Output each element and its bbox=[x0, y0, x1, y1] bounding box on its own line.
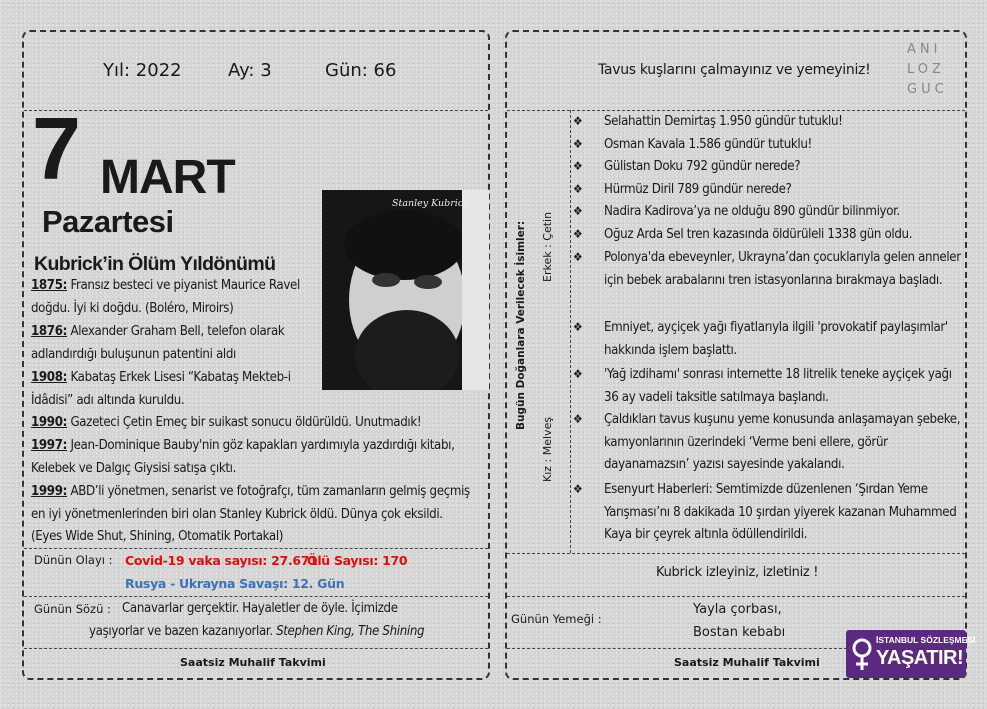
footer-left: Saatsiz Muhalif Takvimi bbox=[180, 656, 326, 669]
news-item: Polonya'da ebeveynler, Ukrayna’dan çocuklarıyla gelen anneler için bebek arabalarını tren istasyonlarına bırakmaya başladı. bbox=[604, 250, 961, 288]
istanbul-convention-badge bbox=[846, 630, 976, 678]
month-name: MART bbox=[100, 151, 235, 204]
day-event-label: Dünün Olayı : bbox=[34, 553, 113, 567]
history-item: 1908: Kabataş Erkek Lisesi “Kabataş Mekteb-i İdâdisi” adı altında kuruldu. bbox=[31, 370, 291, 408]
year-label: Yıl: 2022 bbox=[103, 60, 182, 81]
divider bbox=[507, 553, 965, 554]
month-label: Ay: 3 bbox=[228, 60, 272, 81]
meal-main: Bostan kebabı bbox=[693, 625, 786, 640]
bullet-icon: ❖ bbox=[573, 367, 583, 381]
news-item: Selahattin Demirtaş 1.950 gündür tutuklu! bbox=[604, 114, 843, 129]
photo-caption: Stanley Kubrick bbox=[392, 198, 469, 209]
history-item: 1875: Fransız besteci ve piyanist Maurice Ravel doğdu. İyi ki doğdu. (Boléro, Miroirs) bbox=[31, 278, 300, 316]
divider bbox=[24, 110, 488, 111]
female-symbol-icon bbox=[850, 637, 874, 673]
history-item: 1876: Alexander Graham Bell, telefon olarak adlandırdığı buluşunun patentini aldı bbox=[31, 324, 285, 362]
news-item: Nadira Kadirova’ya ne olduğu 890 gündür bilinmiyor. bbox=[604, 204, 900, 219]
bullet-icon: ❖ bbox=[573, 114, 583, 128]
news-item: Esenyurt Haberleri: Semtimizde düzenlenen ‘Şırdan Yeme Yarışması’nı 8 dakikada 10 şırdan yiyerek kazanan Muhammed Kaya bir çeyrek altınla ödüllendirildi. bbox=[604, 482, 957, 542]
top-slogan: Tavus kuşlarını çalmayınız ve yemeyiniz! bbox=[598, 62, 871, 78]
news-item: Emniyet, ayçiçek yağı fiyatlarıyla ilgili 'provokatif paylaşımlar' hakkında işlem başlattı. bbox=[604, 320, 948, 358]
quote-line-2: yaşıyorlar ve bazen kazanıyorlar. Stephen King, The Shining bbox=[89, 624, 425, 639]
bullet-icon: ❖ bbox=[573, 412, 583, 426]
event-title: Kubrick’in Ölüm Yıldönümü bbox=[34, 253, 276, 275]
news-item: Osman Kavala 1.586 gündür tutuklu! bbox=[604, 137, 812, 152]
portrait-icon bbox=[322, 190, 489, 390]
divider bbox=[507, 596, 965, 597]
day-number: 7 bbox=[32, 99, 79, 198]
bullet-icon: ❖ bbox=[573, 159, 583, 173]
history-item: 1990: Gazeteci Çetin Emeç bir suikast sonucu öldürüldü. Unutmadık! bbox=[31, 415, 422, 430]
war-day: Rusya - Ukrayna Savaşı: 12. Gün bbox=[125, 576, 345, 591]
kubrick-line: Kubrick izleyiniz, izletiniz ! bbox=[656, 565, 819, 580]
logo: ANI LOZ GUC bbox=[907, 42, 948, 97]
history-item: 1997: Jean-Dominique Bauby'nin göz kapakları yardımıyla yazdırdığı kitabı, Kelebek ve Dalgıç Giysisi satışa çıktı. bbox=[31, 438, 455, 476]
male-name: Erkek : Çetin bbox=[541, 211, 554, 282]
bullet-icon: ❖ bbox=[573, 320, 583, 334]
badge-top-text: İSTANBUL SÖZLEŞMESİ bbox=[876, 635, 976, 645]
bullet-icon: ❖ bbox=[573, 250, 583, 264]
meal-label: Günün Yemeği : bbox=[511, 612, 602, 626]
quote-author: Stephen King, The Shining bbox=[276, 624, 425, 639]
news-item: Gülistan Doku 792 gündür nerede? bbox=[604, 159, 801, 174]
news-item: 'Yağ izdihamı' sonrası internette 18 litrelik teneke ayçiçek yağı 36 ay vadeli taksitle satılmaya başlandı. bbox=[604, 367, 952, 405]
history-item: 1999: ABD’li yönetmen, senarist ve fotoğrafçı, tüm zamanların gelmiş geçmiş en iyi yönetmenlerinden biri olan Stanley Kubrick öldü. Dünya çok eksildi. (Eyes Wide Shut, Shining, Otomatik Portakal) bbox=[31, 484, 470, 545]
news-item: Hürmüz Diril 789 gündür nerede? bbox=[604, 182, 792, 197]
bullet-icon: ❖ bbox=[573, 482, 583, 496]
quote-line-1: Canavarlar gerçektir. Hayaletler de öyle. İçimizde bbox=[122, 601, 398, 616]
names-title: Bugün Doğanlara Verilecek İsimler: bbox=[515, 220, 527, 430]
quote-label: Günün Sözü : bbox=[34, 602, 111, 616]
covid-cases: Covid-19 vaka sayısı: 27.671 bbox=[125, 553, 318, 568]
bullet-icon: ❖ bbox=[573, 182, 583, 196]
bullet-icon: ❖ bbox=[573, 227, 583, 241]
meal-soup: Yayla çorbası, bbox=[693, 602, 782, 617]
divider bbox=[24, 596, 488, 597]
covid-deaths: Ölü Sayısı: 170 bbox=[307, 553, 408, 568]
news-item: Oğuz Arda Sel tren kazasında öldürüleli 1338 gün oldu. bbox=[604, 227, 913, 242]
kubrick-photo bbox=[322, 190, 489, 390]
female-name: Kız : Melveş bbox=[541, 416, 554, 482]
bullet-icon: ❖ bbox=[573, 204, 583, 218]
bullet-icon: ❖ bbox=[573, 137, 583, 151]
footer-right: Saatsiz Muhalif Takvimi bbox=[674, 656, 820, 669]
divider bbox=[24, 648, 488, 649]
day-of-year-label: Gün: 66 bbox=[325, 60, 397, 81]
badge-main-text: YAŞATIR! bbox=[876, 647, 964, 669]
divider bbox=[570, 110, 571, 553]
news-item: Çaldıkları tavus kuşunu yeme konusunda anlaşamayan şebeke, kamyonlarının üzerindeki ‘Verme beni ellere, görür dayanamazsın’ yazısı sayesinde yakalandı. bbox=[604, 412, 961, 472]
divider bbox=[507, 648, 847, 649]
weekday: Pazartesi bbox=[42, 204, 174, 239]
